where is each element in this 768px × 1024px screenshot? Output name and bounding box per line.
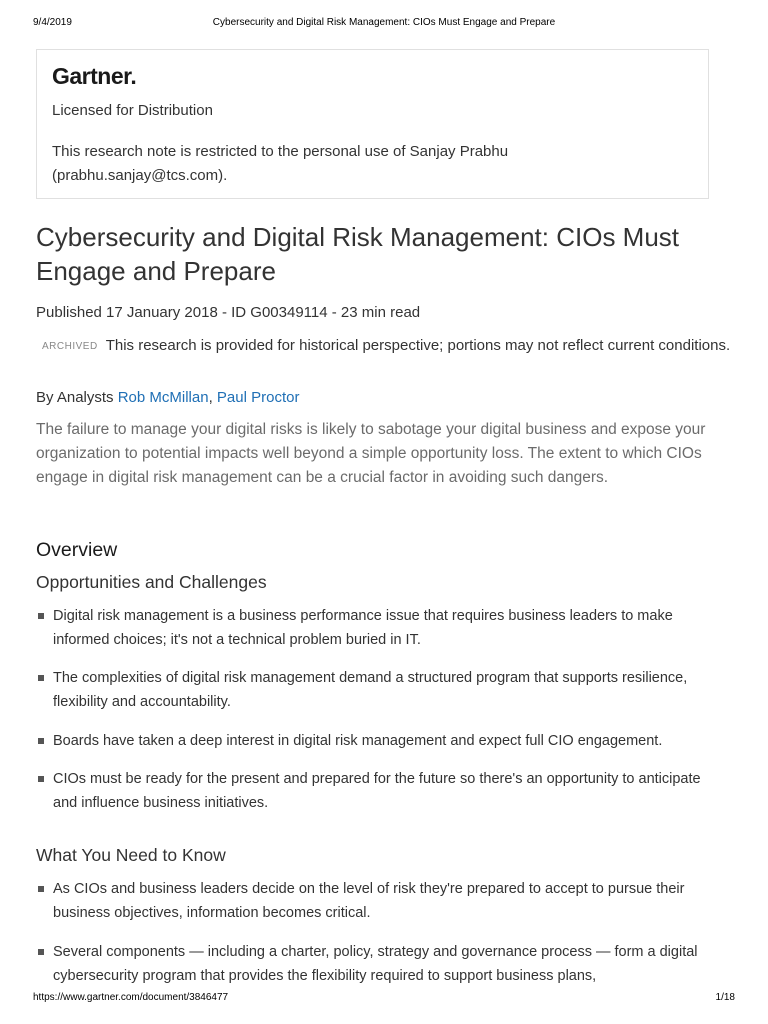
gartner-logo: Gartner. — [52, 63, 137, 89]
bullet-square-icon — [38, 738, 44, 744]
archived-text: This research is provided for historical perspective; portions may not reflect current conditions. — [105, 337, 731, 354]
analyst-link-rob-mcmillan[interactable]: Rob McMillan — [117, 389, 209, 406]
analysts-prefix: By Analysts — [36, 389, 118, 406]
bullet-square-icon — [38, 613, 44, 619]
bullet-square-icon — [38, 675, 44, 681]
bullet-square-icon — [38, 886, 44, 892]
bullet-square-icon — [38, 776, 44, 782]
license-note: This research note is restricted to the personal use of Sanjay Prabhu (prabhu.sanjay@tcs.com). — [52, 143, 509, 184]
list-item: Several components — including a charter, policy, strategy and governance process — form a digital cybersecurity program that provides the flexibility required to support business plans, — [36, 940, 706, 988]
list-item: As CIOs and business leaders decide on the level of risk they're prepared to accept to pursue their business objectives, information becomes critical. — [36, 877, 706, 925]
page-title: Cybersecurity and Digital Risk Management: CIOs Must Engage and Prepare — [36, 222, 680, 286]
print-title: Cybersecurity and Digital Risk Management: CIOs Must Engage and Prepare — [212, 17, 556, 28]
page-number: 1/18 — [715, 992, 735, 1003]
list-item: Digital risk management is a business performance issue that requires business leaders to make informed choices; it's not a technical problem buried in IT. — [36, 604, 706, 652]
bullet-square-icon — [38, 949, 44, 955]
analysts-line — [36, 389, 299, 406]
analyst-link-paul-proctor[interactable]: Paul Proctor — [216, 389, 300, 406]
archived-badge: ARCHIVED — [42, 341, 98, 352]
print-url: https://www.gartner.com/document/3846477 — [33, 992, 229, 1003]
publication-meta: Published 17 January 2018 - ID G00349114 - 23 min read — [36, 304, 421, 321]
print-date: 9/4/2019 — [33, 17, 72, 28]
list-item: The complexities of digital risk management demand a structured program that supports resilience, flexibility and accountability. — [36, 666, 706, 714]
license-label: Licensed for Distribution — [52, 102, 213, 119]
archived-notice — [36, 334, 736, 358]
list-item: Boards have taken a deep interest in digital risk management and expect full CIO engagement. — [36, 729, 706, 753]
overview-heading: Overview — [36, 539, 118, 561]
license-box — [36, 49, 709, 199]
analysts-separator: , — [208, 389, 217, 406]
summary-text: The failure to manage your digital risks is likely to sabotage your digital business and expose your organization to potential impacts well beyond a simple opportunity loss. The extent to which CIOs engage in digital risk management can be a crucial factor in avoiding such dangers. — [36, 421, 706, 486]
list-item: CIOs must be ready for the present and prepared for the future so there's an opportunity to anticipate and influence business initiatives. — [36, 767, 706, 815]
opportunities-heading: Opportunities and Challenges — [36, 572, 267, 592]
print-header — [0, 17, 768, 31]
what-you-need-to-know-heading: What You Need to Know — [36, 845, 226, 865]
